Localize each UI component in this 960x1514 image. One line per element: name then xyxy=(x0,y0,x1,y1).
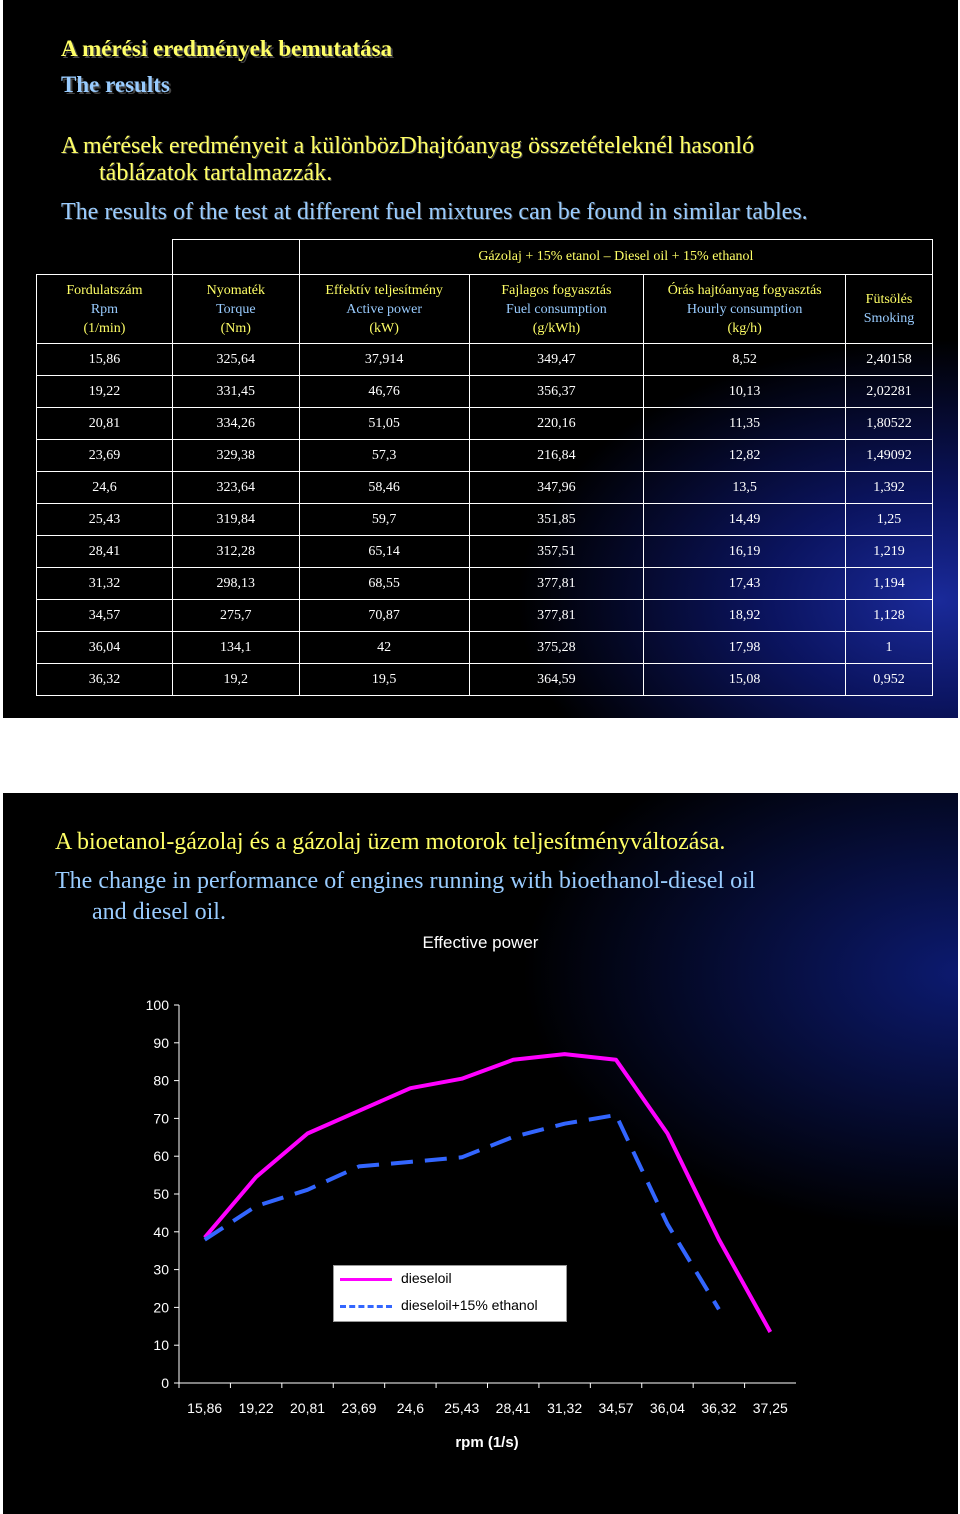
table-cell: 10,13 xyxy=(644,376,846,408)
legend-swatch-dieseloil-ethanol xyxy=(340,1305,392,1308)
table-row xyxy=(37,408,933,440)
table-cell: 42 xyxy=(299,632,469,664)
table-cell: 1,25 xyxy=(846,504,933,536)
x-tick-label: 23,69 xyxy=(341,1400,377,1416)
legend-label-dieseloil-ethanol: dieseloil+15% ethanol xyxy=(401,1297,538,1313)
results-slide xyxy=(3,0,958,718)
y-tick-label: 30 xyxy=(153,1261,169,1278)
table-group-header: Gázolaj + 15% etanol – Diesel oil + 15% ethanol xyxy=(299,240,932,275)
table-header-cell xyxy=(469,275,644,344)
chart-title: Effective power xyxy=(422,933,539,952)
x-tick-label: 34,57 xyxy=(598,1400,634,1416)
table-cell: 319,84 xyxy=(172,504,299,536)
table-cell: 59,7 xyxy=(299,504,469,536)
intro-text-hu-line2: táblázatok tartalmazzák. xyxy=(99,160,333,186)
y-tick-label: 20 xyxy=(153,1299,169,1316)
table-cell: 58,46 xyxy=(299,472,469,504)
header-label-hu: Nyomaték xyxy=(206,282,265,298)
table-header-cell xyxy=(37,275,173,344)
performance-heading-hu: A bioetanol-gázolaj és a gázolaj üzem motorok teljesítményváltozása. xyxy=(55,829,726,855)
header-label-hu: Fordulatszám xyxy=(66,282,143,298)
slide-title-hu: A mérési eredmények bemutatása xyxy=(61,36,393,61)
table-cell: 31,32 xyxy=(37,568,173,600)
x-tick-label: 36,32 xyxy=(701,1400,737,1416)
table-cell: 68,55 xyxy=(299,568,469,600)
y-tick-label: 10 xyxy=(153,1337,169,1354)
table-cell: 19,5 xyxy=(299,664,469,696)
table-cell: 17,43 xyxy=(644,568,846,600)
results-table xyxy=(36,239,933,696)
table-cell: 16,19 xyxy=(644,536,846,568)
table-header-row xyxy=(37,275,933,344)
table-cell: 37,914 xyxy=(299,344,469,376)
table-cell: 220,16 xyxy=(469,408,644,440)
table-cell: 1,194 xyxy=(846,568,933,600)
legend-swatch-dieseloil xyxy=(340,1278,392,1281)
header-unit: (kg/h) xyxy=(727,320,762,336)
table-header-cell xyxy=(172,275,299,344)
header-label-hu: Fütsölés xyxy=(865,292,913,307)
header-label-hu: Effektív teljesítmény xyxy=(325,282,443,298)
table-cell: 334,26 xyxy=(172,408,299,440)
table-cell: 70,87 xyxy=(299,600,469,632)
table-header-cell xyxy=(846,275,933,344)
table-cell: 36,04 xyxy=(37,632,173,664)
table-cell: 331,45 xyxy=(172,376,299,408)
x-axis-title: rpm (1/s) xyxy=(455,1434,519,1451)
table-cell: 312,28 xyxy=(172,536,299,568)
table-cell: 1,219 xyxy=(846,536,933,568)
table-row xyxy=(37,344,933,376)
y-tick-label: 80 xyxy=(153,1072,169,1089)
y-tick-label: 60 xyxy=(153,1148,169,1165)
table-cell: 357,51 xyxy=(469,536,644,568)
table-cell: 375,28 xyxy=(469,632,644,664)
table-cell: 25,43 xyxy=(37,504,173,536)
header-label-en: Fuel consumption xyxy=(506,301,607,317)
table-cell: 13,5 xyxy=(644,472,846,504)
table-cell: 11,35 xyxy=(644,408,846,440)
x-tick-label: 31,32 xyxy=(547,1400,583,1416)
header-unit: (kW) xyxy=(369,320,399,336)
header-label-hu: Fajlagos fogyasztás xyxy=(501,282,612,298)
header-label-hu: Órás hajtóanyag fogyasztás xyxy=(667,282,822,298)
table-cell: 23,69 xyxy=(37,440,173,472)
table-row xyxy=(37,600,933,632)
table-cell: 65,14 xyxy=(299,536,469,568)
table-cell: 1 xyxy=(846,632,933,664)
table-row xyxy=(37,440,933,472)
performance-heading-en-line2: and diesel oil. xyxy=(92,899,226,925)
table-cell: 356,37 xyxy=(469,376,644,408)
header-unit: (g/kWh) xyxy=(532,320,581,336)
table-cell: 17,98 xyxy=(644,632,846,664)
table-cell: 323,64 xyxy=(172,472,299,504)
table-cell: 18,92 xyxy=(644,600,846,632)
legend-item-dieseloil xyxy=(334,1268,566,1290)
table-cell: 2,02281 xyxy=(846,376,933,408)
table-row xyxy=(37,376,933,408)
table-cell: 351,85 xyxy=(469,504,644,536)
table-cell: 57,3 xyxy=(299,440,469,472)
header-label-en: Smoking xyxy=(863,311,915,326)
x-tick-label: 25,43 xyxy=(444,1400,480,1416)
x-tick-label: 20,81 xyxy=(290,1400,326,1416)
header-unit: (1/min) xyxy=(83,320,126,336)
x-tick-label: 15,86 xyxy=(187,1400,223,1416)
table-cell: 2,40158 xyxy=(846,344,933,376)
header-label-en: Active power xyxy=(346,301,423,317)
table-cell: 8,52 xyxy=(644,344,846,376)
table-cell: 12,82 xyxy=(644,440,846,472)
table-header-cell xyxy=(299,275,469,344)
table-cell: 28,41 xyxy=(37,536,173,568)
table-cell: 275,7 xyxy=(172,600,299,632)
table-cell: 349,47 xyxy=(469,344,644,376)
table-cell: 325,64 xyxy=(172,344,299,376)
legend-label-dieseloil: dieseloil xyxy=(401,1270,452,1286)
effective-power-chart xyxy=(3,793,958,1514)
performance-slide xyxy=(3,793,958,1514)
header-label-en: Torque xyxy=(216,301,256,317)
table-row xyxy=(37,664,933,696)
table-row xyxy=(37,568,933,600)
table-cell: 216,84 xyxy=(469,440,644,472)
header-label-en: Rpm xyxy=(90,301,119,317)
table-cell: 347,96 xyxy=(469,472,644,504)
table-cell: 1,80522 xyxy=(846,408,933,440)
header-unit: (Nm) xyxy=(220,320,251,336)
table-cell: 364,59 xyxy=(469,664,644,696)
table-cell: 377,81 xyxy=(469,568,644,600)
table-cell: 0,952 xyxy=(846,664,933,696)
x-tick-label: 24,6 xyxy=(396,1400,424,1416)
table-cell: 14,49 xyxy=(644,504,846,536)
table-row xyxy=(37,632,933,664)
table-header-cell xyxy=(644,275,846,344)
intro-text-hu-line1: A mérések eredményeit a különbözDhajtóanyag összetételeknél hasonló xyxy=(61,133,755,159)
table-cell: 46,76 xyxy=(299,376,469,408)
table-cell: 1,392 xyxy=(846,472,933,504)
table-cell: 36,32 xyxy=(37,664,173,696)
table-cell: 298,13 xyxy=(172,568,299,600)
table-body xyxy=(37,344,933,696)
x-tick-label: 28,41 xyxy=(495,1400,531,1416)
performance-heading-en-line1: The change in performance of engines running with bioethanol-diesel oil xyxy=(55,868,756,894)
x-tick-label: 37,25 xyxy=(752,1400,788,1416)
x-tick-label: 36,04 xyxy=(649,1400,685,1416)
table-row xyxy=(37,472,933,504)
header-label-en: Hourly consumption xyxy=(686,301,803,317)
table-cell: 51,05 xyxy=(299,408,469,440)
table-cell: 329,38 xyxy=(172,440,299,472)
table-cell: 19,22 xyxy=(37,376,173,408)
slide-title-en: The results xyxy=(61,72,170,97)
y-tick-label: 90 xyxy=(153,1034,169,1051)
y-tick-label: 50 xyxy=(153,1186,169,1202)
table-row xyxy=(37,504,933,536)
x-tick-label: 19,22 xyxy=(238,1400,274,1416)
chart-legend xyxy=(333,1265,567,1322)
table-cell: 1,128 xyxy=(846,600,933,632)
intro-text-en: The results of the test at different fuel mixtures can be found in similar tables. xyxy=(61,199,808,225)
table-row xyxy=(37,536,933,568)
table-cell: 34,57 xyxy=(37,600,173,632)
table-cell: 1,49092 xyxy=(846,440,933,472)
y-tick-label: 70 xyxy=(153,1110,169,1127)
y-tick-label: 100 xyxy=(145,997,169,1013)
table-cell: 20,81 xyxy=(37,408,173,440)
table-cell: 15,08 xyxy=(644,664,846,696)
y-tick-label: 40 xyxy=(153,1223,169,1240)
table-cell: 24,6 xyxy=(37,472,173,504)
table-cell: 134,1 xyxy=(172,632,299,664)
legend-item-dieseloil-ethanol xyxy=(334,1295,566,1317)
table-cell: 19,2 xyxy=(172,664,299,696)
table-cell: 15,86 xyxy=(37,344,173,376)
table-cell: 377,81 xyxy=(469,600,644,632)
y-tick-label: 0 xyxy=(161,1375,169,1391)
